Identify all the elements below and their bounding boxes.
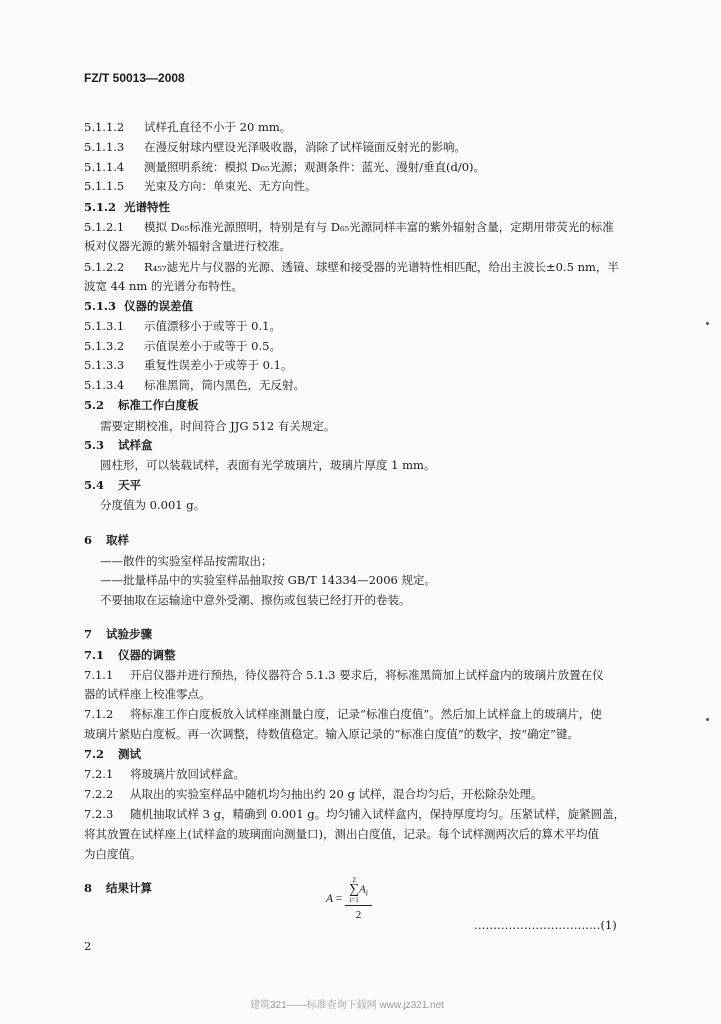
clause-text: 玻璃片紧贴白度板。再一次调整，待数值稳定。输入原记录的“标准白度值”的数字，按“确定”键。 <box>84 727 580 741</box>
clause-number: 5.1.3.2 <box>84 339 125 353</box>
text-line <box>84 318 281 334</box>
clause-text: 开启仪器并进行预热，待仪器符合 5.1.3 要求后，将标准黑筒加上试样盒内的玻璃片放置在仪 <box>130 668 604 682</box>
clause-number: 7 <box>84 627 93 641</box>
section-heading <box>84 880 152 896</box>
section-heading <box>84 477 141 493</box>
text-line <box>100 592 411 608</box>
formula-term: A <box>359 883 366 896</box>
section-heading <box>84 397 199 413</box>
clause-number: 5.1.1.3 <box>84 140 125 154</box>
clause-text: 板对仪器光源的紫外辐射含量进行校准。 <box>84 239 291 253</box>
clause-number: 5.1.3.1 <box>84 319 125 333</box>
text-line <box>84 357 292 373</box>
clause-text: 仪器的调整 <box>118 648 176 662</box>
text-line <box>100 457 435 473</box>
text-line <box>84 766 245 782</box>
section-heading <box>84 298 193 314</box>
text-line <box>84 377 305 393</box>
clause-text: 天平 <box>118 478 141 492</box>
text-line <box>84 846 142 862</box>
clause-text: 将玻璃片放回试样盒。 <box>130 767 245 781</box>
clause-number: 7.1.2 <box>84 707 114 721</box>
clause-text: R₄₅₇滤光片与仪器的光源、透镜、球壁和接受器的光谱特性相匹配，给出主波长±0.5 nm，半 <box>144 260 619 274</box>
clause-text: 需要定期校准，时间符合 JJG 512 有关规定。 <box>100 419 336 433</box>
sum-lower: i=1 <box>349 896 359 904</box>
text-line <box>84 139 466 155</box>
clause-number: 7.1 <box>84 648 105 662</box>
clause-text: 示值漂移小于或等于 0.1。 <box>144 319 281 333</box>
clause-text: 光束及方向：单束光、无方向性。 <box>144 179 317 193</box>
clause-text: 波宽 44 nm 的光谱分布特性。 <box>84 279 243 293</box>
sum-upper: 2 <box>352 876 356 884</box>
clause-text: 仪器的误差值 <box>124 299 193 313</box>
clause-number: 5.4 <box>84 478 105 492</box>
clause-text: 试验步骤 <box>106 627 152 641</box>
text-line <box>84 686 211 702</box>
clause-text: 结果计算 <box>106 881 152 895</box>
section-heading <box>84 437 153 453</box>
clause-text: 器的试样座上校准零点。 <box>84 687 211 701</box>
text-line <box>84 278 243 294</box>
clause-text: 将其放置在试样座上(试样盒的玻璃面向测量口)，测出白度值，记录。每个试样测两次后的算术平均值 <box>84 827 599 841</box>
text-line <box>84 806 625 822</box>
formula-fraction <box>345 876 372 923</box>
section-heading <box>84 199 170 215</box>
text-line <box>84 178 317 194</box>
clause-text: 不要抽取在运输途中意外受潮、擦伤或包装已经打开的卷装。 <box>100 593 411 607</box>
text-line <box>84 219 614 235</box>
clause-text: 取样 <box>106 533 129 547</box>
text-line <box>84 706 602 722</box>
clause-text: ——批量样品中的实验室样品抽取按 GB/T 14334—2006 规定。 <box>100 573 436 587</box>
clause-number: 6 <box>84 533 93 547</box>
scan-speck <box>706 718 709 721</box>
standard-code: FZ/T 50013—2008 <box>84 71 185 85</box>
section-heading <box>84 626 152 642</box>
text-line <box>100 418 335 434</box>
clause-text: 测量照明系统：模拟 D₆₅光源；观测条件：蓝光、漫射/垂直(d/0)。 <box>144 160 485 174</box>
clause-number: 5.1.2.1 <box>84 220 125 234</box>
clause-text: 从取出的实验室样品中随机均匀抽出约 20 g 试样，混合均匀后，开松除杂处理。 <box>130 787 543 801</box>
clause-number: 8 <box>84 881 93 895</box>
clause-number: 7.2.2 <box>84 787 114 801</box>
clause-number: 5.1.2 <box>84 200 117 214</box>
page-number: 2 <box>84 939 92 953</box>
clause-number: 7.1.1 <box>84 668 114 682</box>
text-line <box>84 238 291 254</box>
clause-number: 7.2.1 <box>84 767 114 781</box>
clause-number: 7.2.3 <box>84 807 114 821</box>
formula-term-sub: i <box>365 888 369 898</box>
clause-number: 5.2 <box>84 398 105 412</box>
clause-text: 为白度值。 <box>84 847 142 861</box>
text-line <box>84 159 485 175</box>
clause-text: 随机抽取试样 3 g，精确到 0.001 g。均匀铺入试样盒内，保持厚度均匀。压紧试样，旋紧圆盖， <box>130 807 626 821</box>
section-heading <box>84 746 141 762</box>
clause-text: 在漫反射球内壁设光泽吸收器，消除了试样镜面反射光的影响。 <box>144 140 466 154</box>
clause-text: ——散件的实验室样品按需取出； <box>100 554 273 568</box>
scan-speck <box>706 322 709 325</box>
text-line <box>84 338 281 354</box>
clause-text: 标准黑筒，筒内黑色，无反射。 <box>144 378 305 392</box>
text-line <box>100 497 205 513</box>
clause-text: 分度值为 0.001 g。 <box>100 498 206 512</box>
clause-text: 圆柱形，可以装载试样，表面有光学玻璃片，玻璃片厚度 1 mm。 <box>100 458 436 472</box>
clause-text: 重复性误差小于或等于 0.1。 <box>144 358 293 372</box>
sigma-symbol: ∑ <box>349 882 360 897</box>
clause-number: 5.1.3.4 <box>84 378 125 392</box>
clause-number: 5.1.1.2 <box>84 120 125 134</box>
text-line <box>84 786 542 802</box>
clause-text: 光谱特性 <box>124 200 170 214</box>
clause-number: 5.1.1.4 <box>84 160 125 174</box>
clause-text: 标准工作白度板 <box>118 398 199 412</box>
formula-1: A = 2 ∑ i=1 $A_i$ 2 <box>326 876 372 923</box>
clause-number: 5.1.3 <box>84 299 117 313</box>
equation-number: ……………………………(1) <box>474 918 617 932</box>
formula-lhs: A <box>326 893 333 906</box>
section-heading <box>84 532 129 548</box>
clause-number: 5.1.1.5 <box>84 179 125 193</box>
clause-text: 测试 <box>118 747 141 761</box>
clause-text: 示值误差小于或等于 0.5。 <box>144 339 281 353</box>
section-heading <box>84 647 176 663</box>
clause-number: 5.1.3.3 <box>84 358 125 372</box>
text-line <box>84 119 291 135</box>
text-line <box>84 259 619 275</box>
clause-number: 7.2 <box>84 747 105 761</box>
clause-number: 5.3 <box>84 438 105 452</box>
clause-text: 试样孔直径不小于 20 mm。 <box>144 120 292 134</box>
text-line <box>84 826 599 842</box>
text-line <box>100 572 436 588</box>
text-line <box>84 667 604 683</box>
text-line <box>100 553 273 569</box>
formula-denominator: 2 <box>355 909 362 921</box>
clause-text: 试样盒 <box>118 438 153 452</box>
clause-text: 将标准工作白度板放入试样座测量白度，记录“标准白度值”。然后加上试样盒上的玻璃片，使 <box>130 707 602 721</box>
clause-number: 5.1.2.2 <box>84 260 125 274</box>
clause-text: 模拟 D₆₅标准光源照明，特别是有与 D₆₅光源同样丰富的紫外辐射含量，定期用带荧光的标准 <box>144 220 614 234</box>
footer-watermark: 建筑321——标准查询下载网 www.jz321.net <box>250 1000 444 1011</box>
text-line <box>84 726 579 742</box>
